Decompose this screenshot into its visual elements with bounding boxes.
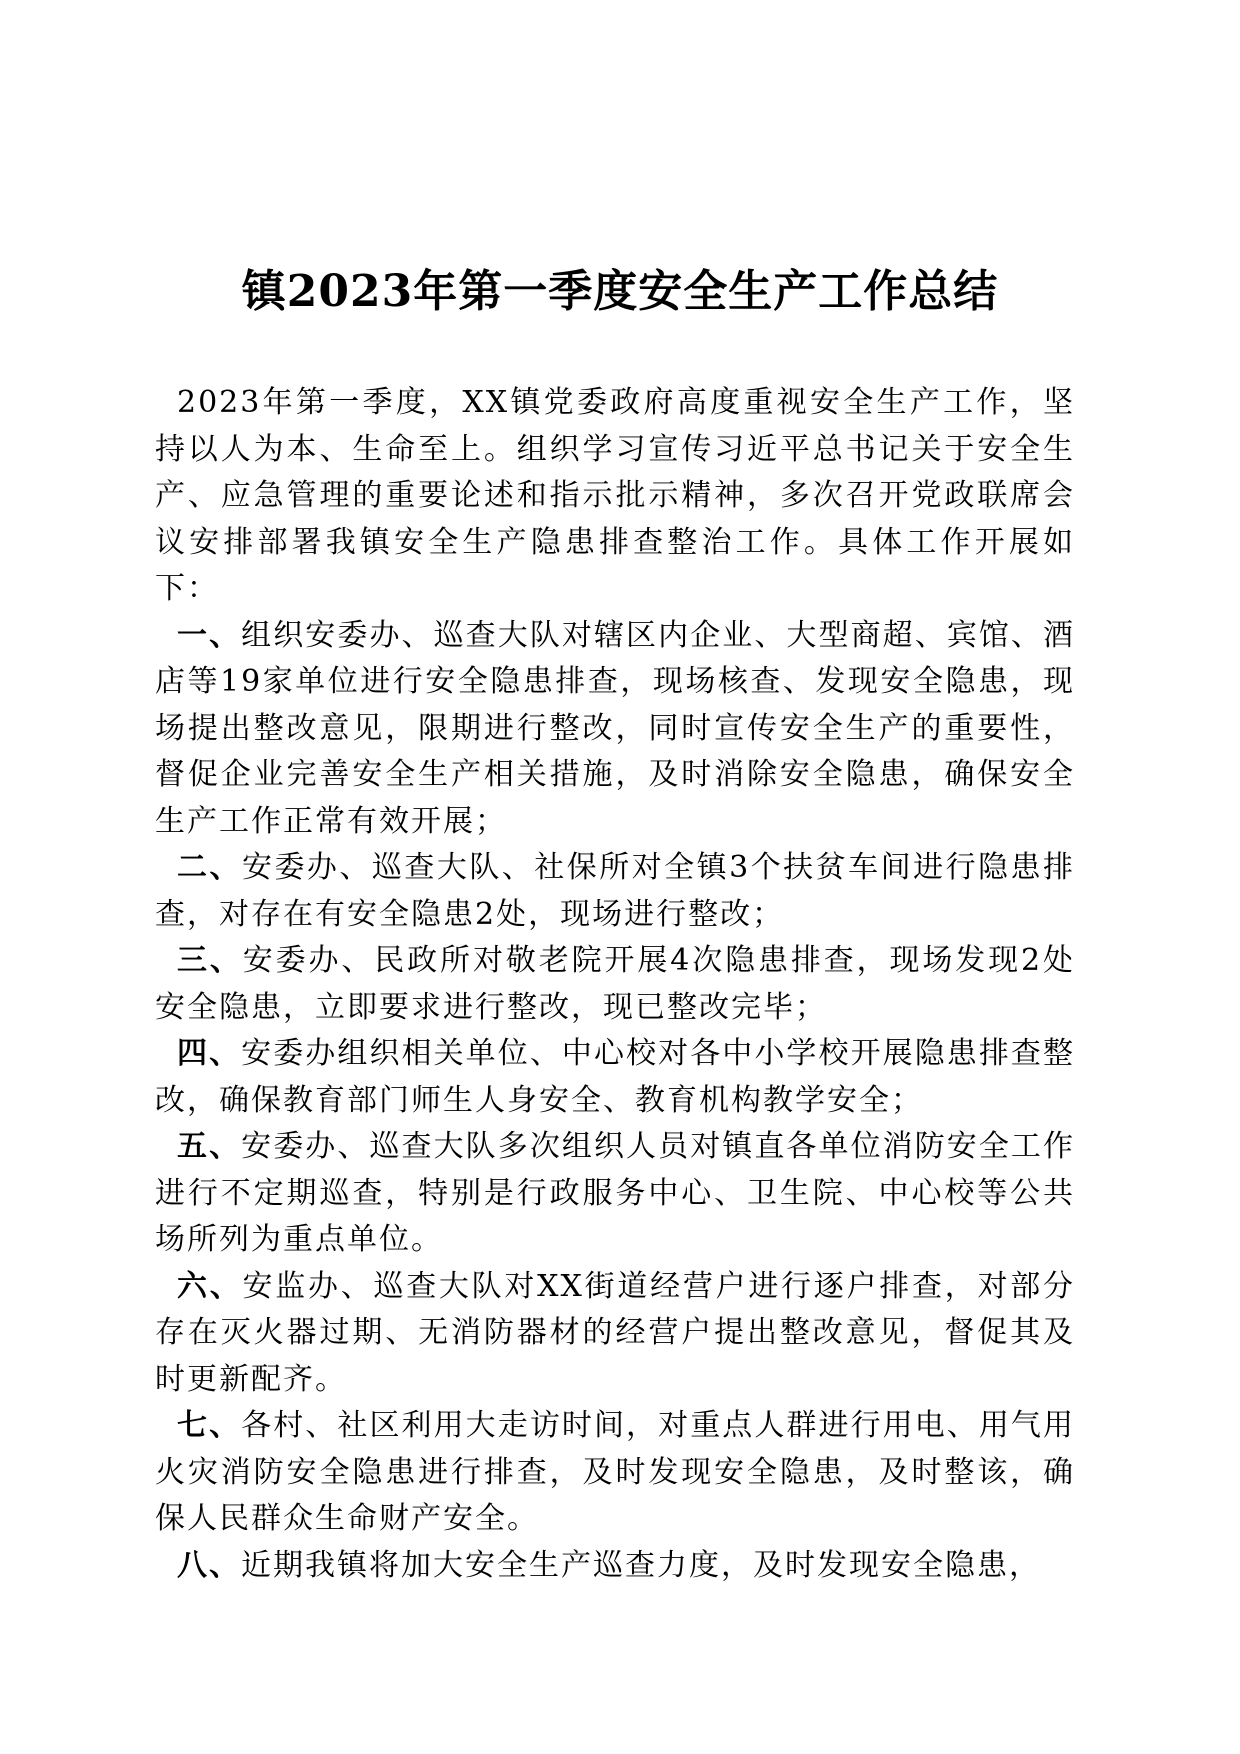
item-text: 近期我镇将加大安全生产巡查力度，及时发现安全隐患， xyxy=(241,1547,1041,1583)
list-item xyxy=(155,1124,1075,1264)
item-number: 八、 xyxy=(177,1547,241,1583)
item-text: 安委办、民政所对敬老院开展4次隐患排查，现场发现2处安全隐患，立即要求进行整改，现已整改完毕； xyxy=(155,943,1075,1025)
document-title: 镇2023年第一季度安全生产工作总结 xyxy=(241,266,999,317)
item-number: 四、 xyxy=(177,1036,242,1071)
item-text: 组织安委办、巡查大队对辖区内企业、大型商超、宾馆、酒店等19家单位进行安全隐患排查，现场核查、发现安全隐患，现场提出整改意见，限期进行整改，同时宣传安全生产的重要性，督促企业完善安全生产相关措施，及时消除安全隐患，确保安全生产工作正常有效开展； xyxy=(155,617,1076,839)
intro-paragraph: 2023年第一季度，XX镇党委政府高度重视安全生产工作，坚持以人为本、生命至上。组织学习宣传习近平总书记关于安全生产、应急管理的重要论述和指示批示精神，多次召开党政联席会议安排部署我镇安全生产隐患排查整治工作。具体工作开展如下： xyxy=(155,385,1075,606)
list-item xyxy=(155,1403,1075,1543)
item-text: 安委办、巡查大队多次组织人员对镇直各单位消防安全工作进行不定期巡查，特别是行政服务中心、卫生院、中心校等公共场所列为重点单位。 xyxy=(155,1129,1076,1257)
item-number: 六、 xyxy=(177,1268,243,1304)
item-number: 一、 xyxy=(177,617,242,653)
list-item xyxy=(155,1264,1075,1404)
item-text: 各村、社区利用大走访时间，对重点人群进行用电、用气用火灾消防安全隐患进行排查，及时发现安全隐患，及时整该，确保人民群众生命财产安全。 xyxy=(155,1408,1076,1536)
list-item xyxy=(155,845,1075,938)
list-item xyxy=(155,938,1075,1031)
item-number: 三、 xyxy=(177,943,243,978)
item-text: 安监办、巡查大队对XX街道经营户进行逐户排查，对部分存在灭火器过期、无消防器材的经营户提出整改意见，督促其及时更新配齐。 xyxy=(155,1268,1075,1397)
list-item xyxy=(155,1543,1075,1590)
document-body xyxy=(155,380,1075,1589)
item-number: 五、 xyxy=(177,1129,242,1164)
list-item xyxy=(155,613,1075,846)
item-number: 七、 xyxy=(177,1408,242,1443)
list-item xyxy=(155,1031,1075,1124)
item-text: 安委办组织相关单位、中心校对各中小学校开展隐患排查整改，确保教育部门师生人身安全、教育机构教学安全； xyxy=(155,1036,1076,1118)
item-number: 二、 xyxy=(177,850,242,885)
item-text: 安委办、巡查大队、社保所对全镇3个扶贫车间进行隐患排查，对存在有安全隐患2处，现场进行整改； xyxy=(155,850,1076,932)
